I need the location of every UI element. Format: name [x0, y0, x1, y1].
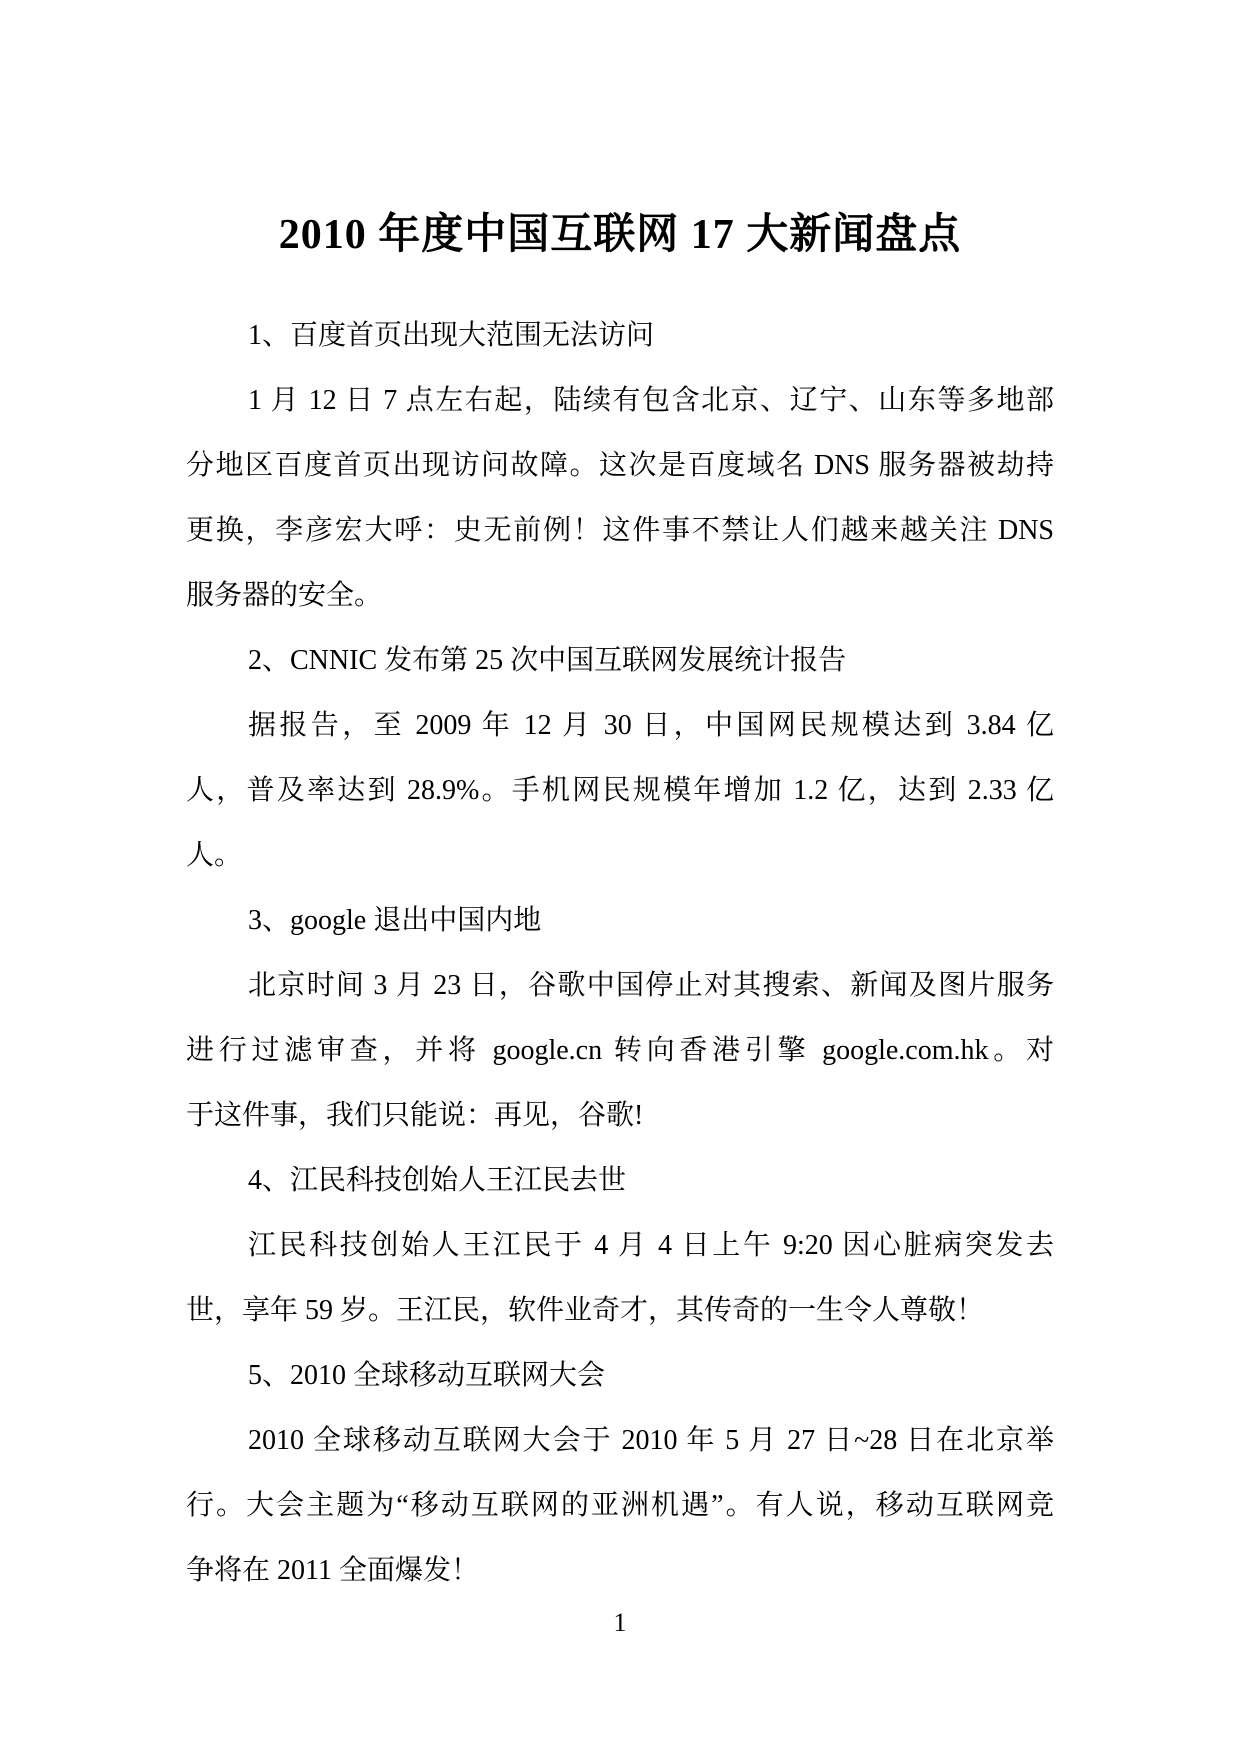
text-line: 北京时间 3 月 23 日，谷歌中国停止对其搜索、新闻及图片服务: [248, 970, 1054, 1001]
text-line: 江民科技创始人王江民于 4 月 4 日上午 9:20 因心脏病突发去: [248, 1230, 1054, 1261]
text-line: 人，普及率达到 28.9%。手机网民规模年增加 1.2 亿，达到 2.33 亿: [186, 775, 1054, 806]
page-number: 1: [613, 1608, 627, 1637]
document-body: [186, 303, 1054, 1603]
text-line: 行。大会主题为“移动互联网的亚洲机遇”。有人说，移动互联网竞: [186, 1490, 1054, 1521]
text-line: 3、google 退出中国内地: [248, 905, 542, 936]
text-line: 5、2010 全球移动互联网大会: [248, 1360, 606, 1391]
text-line: 争将在 2011 全面爆发！: [186, 1555, 479, 1586]
text-line: 1 月 12 日 7 点左右起，陆续有包含北京、辽宁、山东等多地部: [248, 385, 1054, 416]
text-line: 2010 全球移动互联网大会于 2010 年 5 月 27 日~28 日在北京举: [248, 1425, 1054, 1456]
text-line: 于这件事，我们只能说：再见，谷歌!: [186, 1100, 644, 1131]
text-line: 更换，李彦宏大呼：史无前例！这件事不禁让人们越来越关注 DNS: [186, 515, 1054, 546]
text-line: 4、江民科技创始人王江民去世: [248, 1165, 627, 1196]
text-line: 据报告，至 2009 年 12 月 30 日，中国网民规模达到 3.84 亿: [248, 710, 1054, 741]
text-line: 分地区百度首页出现访问故障。这次是百度域名 DNS 服务器被劫持: [186, 450, 1054, 481]
text-line: 2、CNNIC 发布第 25 次中国互联网发展统计报告: [248, 645, 847, 676]
text-line: 世，享年 59 岁。王江民，软件业奇才，其传奇的一生令人尊敬！: [186, 1295, 985, 1326]
text-line: 进行过滤审查，并将 google.cn 转向香港引擎 google.com.hk。对: [186, 1035, 1054, 1066]
page-title: 2010 年度中国互联网 17 大新闻盘点: [278, 212, 962, 258]
text-line: 人。: [186, 840, 243, 871]
text-line: 1、百度首页出现大范围无法访问: [248, 320, 655, 351]
text-line: 服务器的安全。: [186, 580, 383, 611]
